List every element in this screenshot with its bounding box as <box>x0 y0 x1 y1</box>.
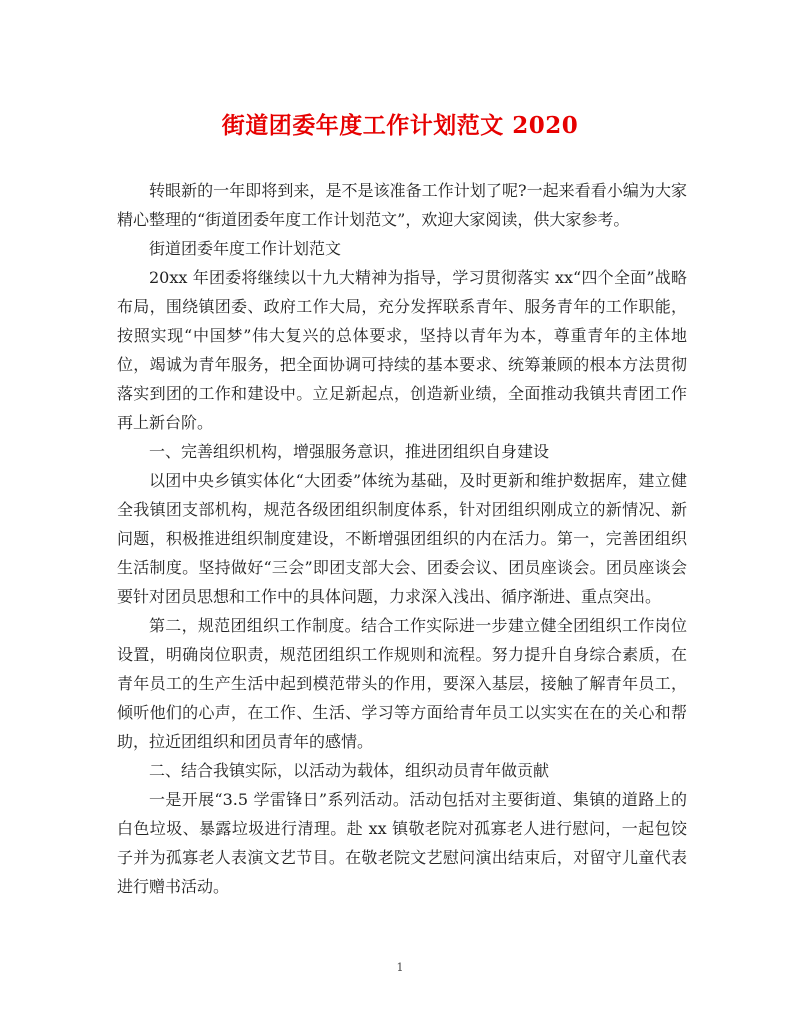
overview-paragraph: 20xx 年团委将继续以十九大精神为指导，学习贯彻落实 xx“四个全面”战略布局，围绕镇团委、政府工作大局，充分发挥联系青年、服务青年的工作职能，按照实现“中国梦”伟大复兴的总体要求，坚持以青年为本，尊重青年的主体地位，竭诚为青年服务，把全面协调可持续的基本要求、统筹兼顾的根本方法贯彻落实到团的工作和建设中。立足新起点，创造新业绩，全面推动我镇共青团工作再上新台阶。 <box>117 268 687 432</box>
page-number: 1 <box>396 961 404 974</box>
document-body <box>117 176 687 901</box>
document-title: 街道团委年度工作计划范文 2020 <box>221 112 579 139</box>
section-1-paragraph-1: 以团中央乡镇实体化“大团委”体统为基础，及时更新和维护数据库，建立健全我镇团支部机构，规范各级团组织制度体系，针对团组织刚成立的新情况、新问题，积极推进组织制度建设，不断增强团组织的内在活力。第一，完善团组织生活制度。坚持做好“三会”即团支部大会、团委会议、团员座谈会。团员座谈会要针对团员思想和工作中的具体问题，力求深入浅出、循序渐进、重点突出。 <box>117 471 687 606</box>
subtitle-paragraph: 街道团委年度工作计划范文 <box>149 239 342 258</box>
section-2-paragraph-1: 一是开展“3.5 学雷锋日”系列活动。活动包括对主要街道、集镇的道路上的白色垃圾、暴露垃圾进行清理。赴 xx 镇敬老院对孤寡老人进行慰问，一起包饺子并为孤寡老人表演文艺节目。在敬老院文艺慰问演出结束后，对留守儿童代表进行赠书活动。 <box>117 790 687 896</box>
section-1-paragraph-2: 第二，规范团组织工作制度。结合工作实际进一步建立健全团组织工作岗位设置，明确岗位职责，规范团组织工作规则和流程。努力提升自身综合素质，在青年员工的生产生活中起到模范带头的作用，要深入基层，接触了解青年员工，倾听他们的心声，在工作、生活、学习等方面给青年员工以实实在在的关心和帮助，拉近团组织和团员青年的感情。 <box>117 616 687 751</box>
section-heading-1: 一、完善组织机构，增强服务意识，推进团组织自身建设 <box>149 442 550 461</box>
section-heading-2: 二、结合我镇实际，以活动为载体，组织动员青年做贡献 <box>149 761 550 780</box>
intro-paragraph: 转眼新的一年即将到来，是不是该准备工作计划了呢?一起来看看小编为大家精心整理的“街道团委年度工作计划范文”，欢迎大家阅读，供大家参考。 <box>117 181 687 229</box>
